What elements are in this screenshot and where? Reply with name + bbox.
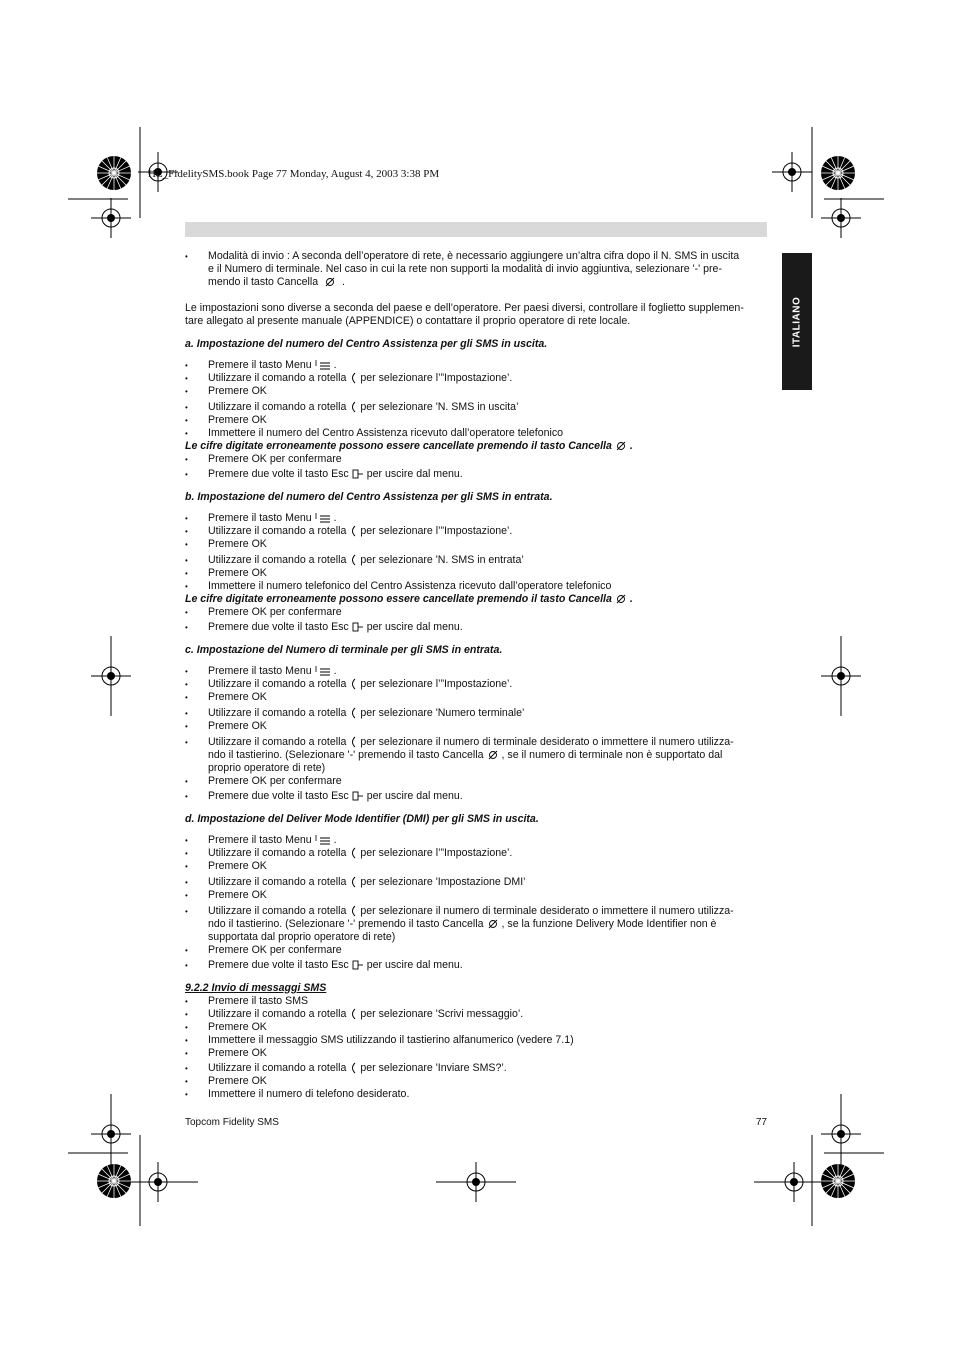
- list-item: • Immettere il numero del Centro Assistenza ricevuto dall’operatore telefonico: [185, 427, 769, 440]
- starburst-mark-bottom-left: [96, 1163, 132, 1199]
- list-item: • Premere OK per confermare: [185, 606, 769, 619]
- list-item: • Premere OK per confermare: [185, 775, 769, 788]
- list-item: • Premere il tasto Menu .: [185, 512, 769, 525]
- list-item: • Utilizzare il comando a rotella per selezionare il numero di terminale desiderato o immettere il numero utilizza- ndo il tastierino. (Selezionare '-' premendo il tasto Cancella , se il numero di terminale non è supportato dal proprio operatore di rete): [185, 736, 769, 775]
- registration-mark-right-upper: [821, 198, 861, 238]
- esc-key-icon: [352, 959, 364, 971]
- header-bar: [185, 222, 767, 237]
- list-item: • Premere OK: [185, 860, 769, 873]
- cancel-key-icon: [615, 441, 627, 451]
- scroll-wheel-icon: [349, 525, 357, 537]
- section-heading-b: b. Impostazione del numero del Centro Assistenza per gli SMS in entrata.: [185, 491, 553, 503]
- list-item: • Premere due volte il tasto Esc per uscire dal menu.: [185, 468, 769, 481]
- list-item: • Premere il tasto Menu .: [185, 834, 769, 847]
- list-item: • Premere OK: [185, 1075, 769, 1088]
- registration-mark-left-middle: [91, 636, 131, 716]
- list-item: • Premere OK per confermare: [185, 944, 769, 957]
- list-item: • Premere OK: [185, 1021, 769, 1034]
- scroll-wheel-icon: [349, 847, 357, 859]
- cancel-key-icon: [487, 750, 499, 760]
- menu-key-icon: [315, 359, 331, 371]
- esc-key-icon: [352, 621, 364, 633]
- print-slug: HL_FidelitySMS.book Page 77 Monday, August 4, 2003 3:38 PM: [148, 168, 440, 180]
- footer-product-name: Topcom Fidelity SMS: [185, 1117, 279, 1128]
- registration-mark-bottom-center: [436, 1162, 516, 1202]
- list-item: • Premere OK: [185, 567, 769, 580]
- scroll-wheel-icon: [349, 905, 357, 917]
- language-tab: [782, 253, 812, 390]
- scroll-wheel-icon: [349, 372, 357, 384]
- note: Le cifre digitate erroneamente possono essere cancellate premendo il tasto Cancella .: [185, 593, 633, 605]
- scroll-wheel-icon: [349, 554, 357, 566]
- starburst-mark-top-left: [96, 155, 132, 191]
- note: Le cifre digitate erroneamente possono essere cancellate premendo il tasto Cancella .: [185, 440, 633, 452]
- registration-mark-left-upper: [91, 198, 131, 238]
- list-item: • Premere il tasto Menu .: [185, 359, 769, 372]
- list-item: • Utilizzare il comando a rotella per selezionare 'Scrivi messaggio’.: [185, 1008, 769, 1021]
- starburst-mark-bottom-right: [820, 1163, 856, 1199]
- list-item: • Utilizzare il comando a rotella per selezionare il numero di terminale desiderato o immettere il numero utilizza- ndo il tastierino. (Selezionare '-' premendo il tasto Cancella , se la funzione Delivery Mode Identifier non è supportata dal proprio operatore di rete): [185, 905, 769, 944]
- cancel-key-icon: [324, 277, 336, 287]
- list-item: • Premere due volte il tasto Esc per uscire dal menu.: [185, 621, 769, 634]
- scroll-wheel-icon: [349, 876, 357, 888]
- esc-key-icon: [352, 790, 364, 802]
- menu-key-icon: [315, 834, 331, 846]
- list-item: • Utilizzare il comando a rotella per selezionare l’”Impostazione’.: [185, 525, 769, 538]
- list-item: • Premere OK: [185, 414, 769, 427]
- list-item: • Premere OK: [185, 538, 769, 551]
- list-item: • Premere OK: [185, 720, 769, 733]
- intro-paragraph: Le impostazioni sono diverse a seconda del paese e dell’operatore. Per paesi diversi, controllare il foglietto supplemen- tare allegato al presente manuale (APPENDICE) o contattare il proprio operatore di rete locale.: [185, 302, 744, 327]
- list-item: • Premere OK: [185, 691, 769, 704]
- page-number: 77: [755, 1117, 767, 1128]
- esc-key-icon: [352, 468, 364, 480]
- scroll-wheel-icon: [349, 736, 357, 748]
- scroll-wheel-icon: [349, 1008, 357, 1020]
- cancel-key-icon: [615, 594, 627, 604]
- scroll-wheel-icon: [349, 1062, 357, 1074]
- list-item: • Premere OK: [185, 385, 769, 398]
- scroll-wheel-icon: [349, 707, 357, 719]
- menu-key-icon: [315, 665, 331, 677]
- list-item: • Premere OK: [185, 889, 769, 902]
- section-heading-c: c. Impostazione del Numero di terminale per gli SMS in entrata.: [185, 644, 503, 656]
- registration-mark-right-middle: [821, 636, 861, 716]
- list-item: • Utilizzare il comando a rotella per selezionare l’”Impostazione’.: [185, 678, 769, 691]
- list-item: • Utilizzare il comando a rotella per selezionare 'Inviare SMS?’.: [185, 1062, 769, 1075]
- scroll-wheel-icon: [349, 678, 357, 690]
- list-item: • Utilizzare il comando a rotella per selezionare 'Numero terminale’: [185, 707, 769, 720]
- menu-key-icon: [315, 512, 331, 524]
- list-item: • Immettere il numero di telefono desiderato.: [185, 1088, 769, 1101]
- list-item: • Premere il tasto Menu .: [185, 665, 769, 678]
- cancel-key-icon: [487, 919, 499, 929]
- list-item: • Utilizzare il comando a rotella per selezionare 'N. SMS in entrata’: [185, 554, 769, 567]
- list-item: • Premere due volte il tasto Esc per uscire dal menu.: [185, 790, 769, 803]
- list-item: • Premere due volte il tasto Esc per uscire dal menu.: [185, 959, 769, 972]
- page-content: [185, 250, 769, 1101]
- language-tab-label: ITALIANO: [791, 296, 803, 347]
- section-heading-d: d. Impostazione del Deliver Mode Identifier (DMI) per gli SMS in uscita.: [185, 813, 539, 825]
- starburst-mark-top-right: [820, 155, 856, 191]
- section-heading-a: a. Impostazione del numero del Centro Assistenza per gli SMS in uscita.: [185, 338, 548, 350]
- list-item: • Utilizzare il comando a rotella per selezionare l’”Impostazione’.: [185, 847, 769, 860]
- list-item: • Immettere il numero telefonico del Centro Assistenza ricevuto dall’operatore telefonico: [185, 580, 769, 593]
- scroll-wheel-icon: [349, 401, 357, 413]
- list-item: • Utilizzare il comando a rotella per selezionare 'N. SMS in uscita’: [185, 401, 769, 414]
- registration-mark-top-right: [772, 152, 812, 192]
- list-item: • Immettere il messaggio SMS utilizzando il tastierino alfanumerico (vedere 7.1): [185, 1034, 769, 1047]
- list-item: • Utilizzare il comando a rotella per selezionare l’”Impostazione’.: [185, 372, 769, 385]
- subsection-heading: 9.2.2 Invio di messaggi SMS: [185, 982, 327, 994]
- list-item: • Premere il tasto SMS: [185, 995, 769, 1008]
- list-item: • Premere OK per confermare: [185, 453, 769, 466]
- list-item: • Premere OK: [185, 1047, 769, 1060]
- list-item: • Modalità di invio : A seconda dell’operatore di rete, è necessario aggiungere un’altra cifra dopo il N. SMS in uscita e il Numero di terminale. Nel caso in cui la rete non supporti la modalità di invio aggiuntiva, selezionare '-' pre- mendo il tasto Cancella .: [185, 250, 769, 289]
- list-item: • Utilizzare il comando a rotella per selezionare 'Impostazione DMI’: [185, 876, 769, 889]
